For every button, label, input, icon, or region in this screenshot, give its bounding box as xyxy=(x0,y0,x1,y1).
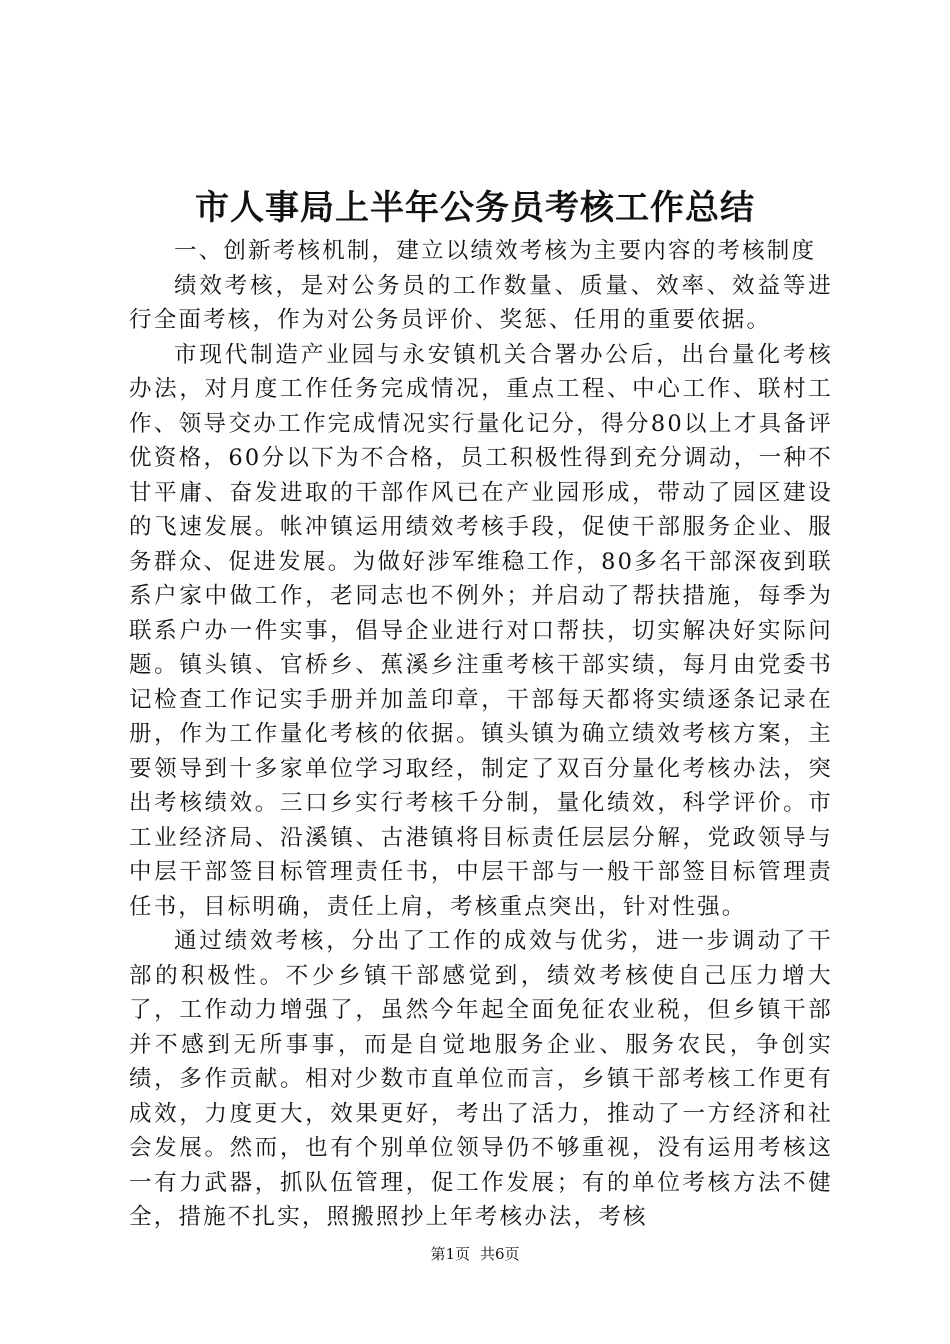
document-body xyxy=(129,234,833,1235)
page-footer xyxy=(0,1244,950,1264)
section-heading: 一、创新考核机制，建立以绩效考核为主要内容的考核制度 xyxy=(174,238,817,264)
page-total: 共6页 xyxy=(480,1245,520,1263)
body-paragraph: 通过绩效考核，分出了工作的成效与优劣，进一步调动了干部的积极性。不少乡镇干部感觉到，绩效考核使自己压力增大了，工作动力增强了，虽然今年起全面免征农业税，但乡镇干部并不感到无所事事，而是自觉地服务企业、服务农民，争创实绩，多作贡献。相对少数市直单位而言，乡镇干部考核工作更有成效，力度更大，效果更好，考出了活力，推动了一方经济和社会发展。然而，也有个别单位领导仍不够重视，没有运用考核这一有力武器，抓队伍管理，促工作发展；有的单位考核方法不健全，措施不扎实，照搬照抄上年考核办法，考核 xyxy=(129,928,833,1230)
document-title: 市人事局上半年公务员考核工作总结 xyxy=(195,188,755,228)
body-paragraph: 绩效考核，是对公务员的工作数量、质量、效率、效益等进行全面考核，作为对公务员评价、奖惩、任用的重要依据。 xyxy=(129,272,833,333)
body-paragraph: 市现代制造产业园与永安镇机关合署办公后，出台量化考核办法，对月度工作任务完成情况，重点工程、中心工作、联村工作、领导交办工作完成情况实行量化记分，得分80以上才具备评优资格，60分以下为不合格，员工积极性得到充分调动，一种不甘平庸、奋发进取的干部作风已在产业园形成，带动了园区建设的飞速发展。帐冲镇运用绩效考核手段，促使干部服务企业、服务群众、促进发展。为做好涉军维稳工作，80多名干部深夜到联系户家中做工作，老同志也不例外；并启动了帮扶措施，每季为联系户办一件实事，倡导企业进行对口帮扶，切实解决好实际问题。镇头镇、官桥乡、蕉溪乡注重考核干部实绩，每月由党委书记检查工作记实手册并加盖印章，干部每天都将实绩逐条记录在册，作为工作量化考核的依据。镇头镇为确立绩效考核方案，主要领导到十多家单位学习取经，制定了双百分量化考核办法，突出考核绩效。三口乡实行考核千分制，量化绩效，科学评价。市工业经济局、沿溪镇、古港镇将目标责任层层分解，党政领导与中层干部签目标管理责任书，中层干部与一般干部签目标管理责任书，目标明确，责任上肩，考核重点突出，针对性强。 xyxy=(129,341,833,920)
page-number: 第1页 xyxy=(430,1245,470,1263)
